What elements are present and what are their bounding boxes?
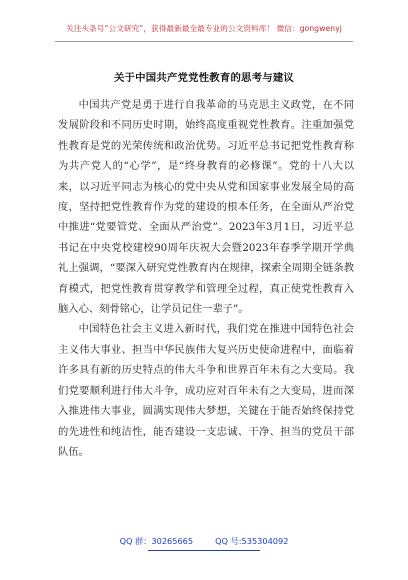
- footer-qq-group: QQ 群：30265665: [119, 536, 194, 546]
- footer-underline: [148, 550, 260, 551]
- paragraph-1: 中国共产党是勇于进行自我革命的马克思主义政党，在不同发展阶段和不同历史时期，始终高度重视党性教育。注重加强党性教育是党的光荣传统和政治优势。习近平总书记把党性教育称为共产党人的“心学”，是“终身教育的必修课”。党的十八大以来，以习近平同志为核心的党中央从党和国家事业发展全局的高度，坚持把党性教育作为党的建设的根本任务，在全面从严治党中推进“党要管党、全面从严治党”。2023年3月1日，习近平总书记在中央党校建校90周年庆祝大会暨2023年春季学期开学典礼上强调，“要深入研究党性教育内在规律，探索全周期全链条教育模式，把党性教育贯穿教学和管理全过程，真正使党性教育入脑入心、刻骨铭心，让学员记住一辈子”。: [58, 99, 354, 316]
- footer-contact: [0, 536, 408, 547]
- header-banner: 关注头条号“公文研究”，获得最新最全最专业的公文资料库！ 微信：gongwenyj: [66, 24, 342, 33]
- document-title: 关于中国共产党党性教育的思考与建议: [113, 72, 295, 84]
- footer-qq-number: QQ 号:535304092: [215, 536, 289, 546]
- header-divider: [55, 41, 353, 42]
- document-body: [58, 95, 354, 462]
- paragraph-2: 中国特色社会主义进入新时代，我们党在推进中国特色社会主义伟大事业、担当中华民族伟大复兴历史使命进程中，面临着许多具有新的历史特点的伟大斗争和世界百年未有之大变局。我们党要顺利进行伟大斗争，成功应对百年未有之大变局，进而深入推进伟大事业，圆满实现伟大梦想，关键在于能否始终保持党的先进性和纯洁性，能否建设一支忠诚、干净、担当的党员干部队伍。: [58, 323, 354, 458]
